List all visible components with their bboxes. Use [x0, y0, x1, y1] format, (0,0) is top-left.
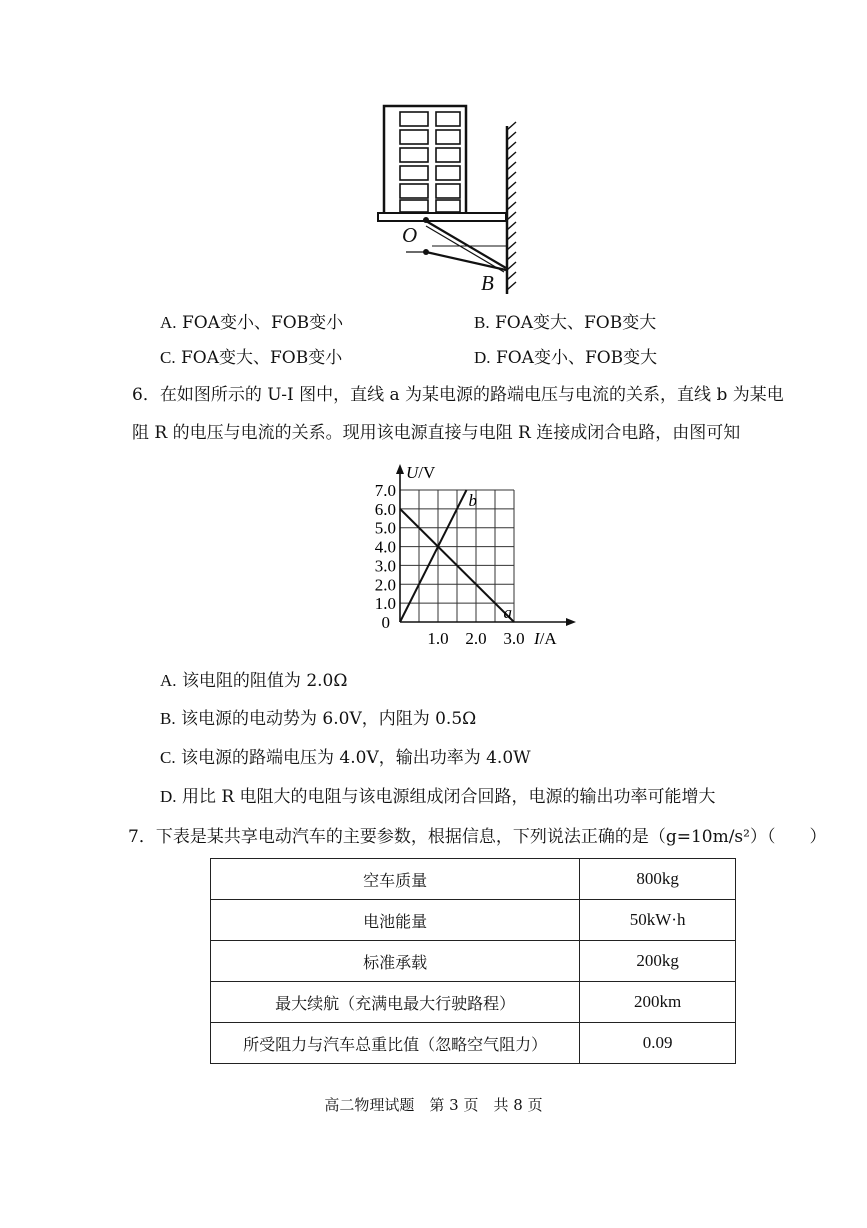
- shelf-bracket-figure: [370, 100, 530, 300]
- option-text: 该电源的电动势为 6.0V，内阻为 0.5Ω: [181, 709, 477, 729]
- option-letter: C.: [160, 348, 176, 367]
- series-label-a: a: [503, 603, 512, 622]
- option-text: FOA变小、FOB变大: [495, 348, 658, 368]
- param-name: 标准承载: [211, 941, 580, 982]
- y-tick-label: 6.0: [374, 499, 396, 519]
- q6-option-d[interactable]: [160, 786, 716, 808]
- y-tick-label: 3.0: [374, 556, 396, 576]
- y-tick-label: 5.0: [374, 518, 396, 538]
- option-text: FOA变小、FOB变小: [181, 313, 344, 333]
- y-axis-arrow: [396, 464, 404, 474]
- y-axis-label: U/V: [406, 463, 436, 482]
- param-value: 200km: [580, 982, 736, 1023]
- param-name: 所受阻力与汽车总重比值（忽略空气阻力）: [211, 1023, 580, 1064]
- param-name: 空车质量: [211, 859, 580, 900]
- option-letter: C.: [160, 748, 176, 767]
- point-b-label: B: [481, 271, 494, 295]
- y-tick-label: 7.0: [374, 481, 396, 500]
- option-letter: D.: [160, 787, 177, 806]
- q5-option-a[interactable]: [160, 312, 343, 334]
- option-letter: D.: [474, 348, 491, 367]
- q5-option-b[interactable]: [474, 312, 656, 334]
- y-tick-label: 2.0: [374, 575, 396, 595]
- option-letter: B.: [160, 709, 176, 728]
- option-letter: A.: [160, 313, 177, 332]
- q5-option-d[interactable]: [474, 347, 657, 369]
- option-text: 用比 R 电阻大的电阻与该电源组成闭合回路，电源的输出功率可能增大: [181, 787, 716, 807]
- q6-option-a[interactable]: [160, 670, 347, 692]
- y-tick-label: 0: [381, 613, 390, 632]
- y-tick-label: 1.0: [374, 594, 396, 614]
- param-value: 0.09: [580, 1023, 736, 1064]
- q6-stem-line1: 6．在如图所示的 U-I 图中，直线 a 为某电源的路端电压与电流的关系，直线 b 为某电: [132, 385, 784, 405]
- y-tick-label: 4.0: [374, 537, 396, 557]
- x-axis-arrow: [566, 618, 576, 626]
- option-letter: A.: [160, 671, 177, 690]
- page-footer: 高二物理试题 第 3 页 共 8 页: [324, 1096, 543, 1114]
- table-row: [211, 941, 736, 982]
- x-tick-label: 1.0: [427, 629, 449, 648]
- table-row: [211, 900, 736, 941]
- param-name: 最大续航（充满电最大行驶路程）: [211, 982, 580, 1023]
- table-row: [211, 982, 736, 1023]
- param-name: 电池能量: [211, 900, 580, 941]
- x-tick-label: 2.0: [465, 629, 487, 648]
- table-row: [211, 859, 736, 900]
- x-tick-label: 3.0: [503, 629, 525, 648]
- q5-option-c[interactable]: [160, 347, 342, 369]
- option-letter: B.: [474, 313, 490, 332]
- param-value: 200kg: [580, 941, 736, 982]
- option-text: 该电源的路端电压为 4.0V，输出功率为 4.0W: [181, 748, 531, 768]
- x-axis-label: I/A: [534, 629, 557, 648]
- parameter-table: [210, 858, 736, 1064]
- q6-option-b[interactable]: [160, 708, 476, 730]
- param-value: 800kg: [580, 859, 736, 900]
- series-label-b: b: [468, 491, 477, 510]
- table-row: [211, 1023, 736, 1064]
- option-text: FOA变大、FOB变大: [495, 313, 657, 333]
- param-value: 50kW·h: [580, 900, 736, 941]
- q7-stem: 7．下表是某共享电动汽车的主要参数，根据信息，下列说法正确的是（g=10m/s²）（ ）: [128, 827, 827, 847]
- ui-chart: [360, 462, 600, 652]
- q6-stem-line2: 阻 R 的电压与电流的关系。现用该电源直接与电阻 R 连接成闭合电路，由图可知: [132, 423, 741, 443]
- point-o-label: O: [402, 223, 418, 247]
- q6-option-c[interactable]: [160, 747, 531, 769]
- option-text: 该电阻的阻值为 2.0Ω: [181, 671, 348, 691]
- option-text: FOA变大、FOB变小: [181, 348, 343, 368]
